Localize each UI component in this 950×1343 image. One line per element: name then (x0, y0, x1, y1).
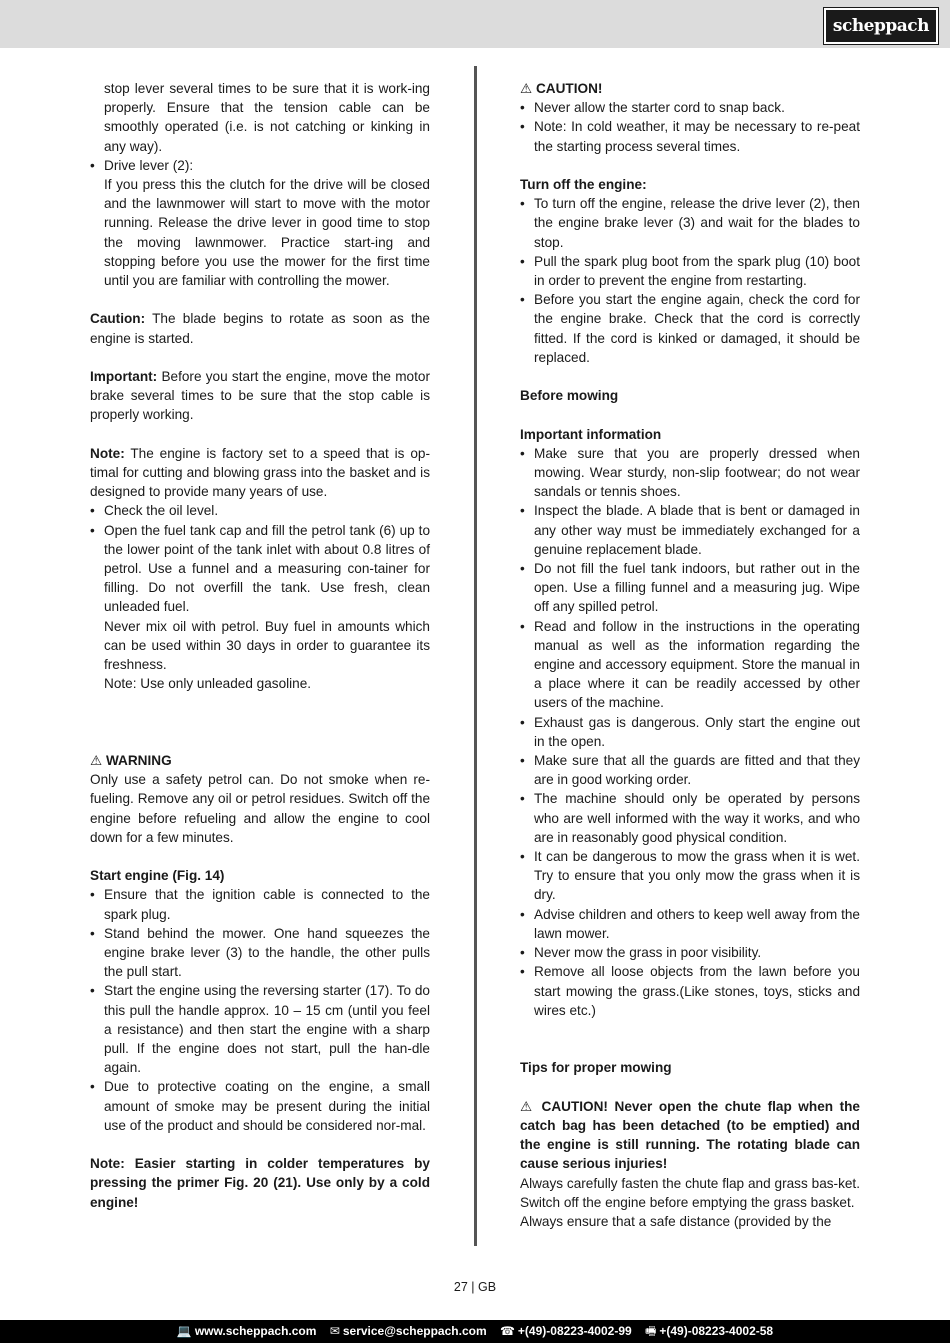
paragraph-stop-lever: stop lever several times to be sure that it is work-ing properly. Ensure that the tension cable can be smoothly operated (i.e. is not catching or kinking in any way). (104, 81, 430, 154)
footer-fax (645, 1320, 773, 1343)
brand-logo: scheppach (824, 8, 938, 44)
list-item: • Exhaust gas is dangerous. Only start the engine out in the open. (520, 713, 860, 751)
footer-web[interactable] (177, 1320, 317, 1343)
list-item: • Ensure that the ignition cable is connected to the spark plug. (90, 885, 430, 923)
list-item: • Make sure that you are properly dressed when mowing. Wear sturdy, non-slip footwear; do not wear sandals or tennis shoes. (520, 444, 860, 502)
list-item: • To turn off the engine, release the drive lever (2), then the engine brake lever (3) and wait for the blades to stop. (520, 194, 860, 252)
email-link[interactable]: service@scheppach.com (342, 1324, 487, 1338)
caution-label: Caution: (90, 311, 146, 327)
warning-heading: ⚠ WARNING (90, 753, 172, 769)
turn-off-heading: Turn off the engine: (520, 177, 647, 192)
paragraph-fuel-note: Note: Use only unleaded gasoline. (104, 676, 312, 692)
footer-phone (500, 1320, 632, 1343)
website-link[interactable]: www.scheppach.com (194, 1324, 317, 1338)
important-label: Important: (90, 369, 158, 385)
phone-icon: ☎ (499, 1324, 515, 1338)
caution-heading: ⚠ CAUTION! (520, 81, 603, 96)
paragraph-fuel-mix: Never mix oil with petrol. Buy fuel in amounts which can be used within 30 days in order to guarantee its freshness. (104, 618, 430, 673)
tips-paragraph-continued: Always ensure that a safe distance (provided by the (520, 1213, 832, 1229)
list-item: • It can be dangerous to mow the grass when it is wet. Try to ensure that you only mow the grass when it is dry. (520, 847, 860, 905)
paragraph-drive-lever: If you press this the clutch for the drive will be closed and the lawnmower will start to move with the motor running. Release the drive lever in good time to stop the moving lawnmower. Practice start-ing and stopping before you use the mower for the first time until you are familiar with controlling the mower. (104, 177, 430, 289)
footer-bar (0, 1320, 950, 1343)
tips-heading: Tips for proper mowing (520, 1060, 672, 1076)
footer-email[interactable] (330, 1320, 487, 1343)
list-item: • Advise children and others to keep well away from the lawn mower. (520, 905, 860, 943)
bullet-oil: • Check the oil level. (90, 501, 430, 520)
computer-icon: 💻 (176, 1324, 192, 1338)
tips-caution: ⚠ CAUTION! Never open the chute flap when the catch bag has been detached (to be emptied) and the engine is still running. The rotating blade can cause serious injuries! (520, 1098, 860, 1172)
header-bar (0, 0, 950, 48)
list-item: • Read and follow in the instructions in the operating manual as well as the information regarding the engine and accessory equipment. Store the manual in a place where it can be readily accessed by other users of the machine. (520, 617, 860, 713)
column-divider (474, 66, 477, 1246)
mail-icon: ✉ (329, 1324, 340, 1338)
primer-note: Note: Easier starting in colder temperatures by pressing the primer Fig. 20 (21). Use only by a cold engine! (90, 1156, 430, 1210)
paragraph-caution (90, 309, 430, 347)
bullet-fuel: • Open the fuel tank cap and fill the petrol tank (6) up to the lower point of the tank inlet with about 0.8 litres of petrol. Use a funnel and a measuring con-tainer for filling. Do not overfill the tank. Use fresh, clean unleaded fuel. (90, 521, 430, 617)
paragraph-note (90, 444, 430, 502)
paragraph-important (90, 367, 430, 425)
bullet-drive-lever: • Drive lever (2): (90, 156, 430, 175)
list-item: • Never mow the grass in poor visibility. (520, 943, 860, 962)
fax-number: +(49)-08223-4002-58 (659, 1324, 774, 1338)
start-engine-heading: Start engine (Fig. 14) (90, 868, 225, 884)
page-number: 27 | GB (453, 1280, 497, 1294)
left-column (90, 79, 430, 1212)
list-item: • Do not fill the fuel tank indoors, but rather out in the open. Use a filling funnel and a measuring jug. Wipe off any spilled petrol. (520, 559, 860, 617)
note-text: The engine is factory set to a speed that is op-timal for cutting and blowing grass into the basket and is designed to provide many years of use. (90, 445, 430, 500)
fax-icon: 🖷 (645, 1324, 657, 1338)
list-item: • Pull the spark plug boot from the spark plug (10) boot in order to prevent the engine from restarting. (520, 252, 860, 290)
list-item: • Start the engine using the reversing starter (17). To do this pull the handle approx. 10 – 15 cm (until you feel a resistance) and then start the engine with a sharp pull. If the engine does not start, pull the han-dle again. (90, 981, 430, 1077)
list-item: • Inspect the blade. A blade that is bent or damaged in any other way must be immediately exchanged for a genuine replacement blade. (520, 501, 860, 559)
warning-text: Only use a safety petrol can. Do not smoke when re-fueling. Remove any oil or petrol residues. Switch off the engine before refueling and allow the engine to cool down for a few minutes. (90, 772, 430, 845)
list-item: • Due to protective coating on the engine, a small amount of smoke may be present during the initial use of the product and should be considered nor-mal. (90, 1077, 430, 1135)
phone-number: +(49)-08223-4002-99 (517, 1324, 632, 1338)
caution-text: The blade begins to rotate as soon as the engine is started. (90, 311, 430, 346)
list-item: • Never allow the starter cord to snap back. (520, 98, 860, 117)
list-item: • The machine should only be operated by persons who are well informed with the way it works, and who are in reasonably good physical condition. (520, 789, 860, 847)
important-text: Before you start the engine, move the motor brake several times to be sure that the stop cable is properly working. (90, 369, 430, 423)
tips-paragraph: Always carefully fasten the chute flap and grass bas-ket. Switch off the engine before emptying the grass basket. (520, 1175, 860, 1210)
before-mowing-heading: Before mowing (520, 388, 619, 404)
right-column (520, 79, 860, 1231)
list-item: • Make sure that all the guards are fitted and that they are in good working order. (520, 751, 860, 789)
list-item: • Remove all loose objects from the lawn before you start mowing the grass.(Like stones, toys, sticks and wires etc.) (520, 962, 860, 1020)
list-item: • Stand behind the mower. One hand squeezes the engine brake lever (3) to the handle, the other pulls the pull start. (90, 924, 430, 982)
list-item: • Before you start the engine again, check the cord for the engine brake. Check that the cord is correctly fitted. If the cord is kinked or damaged, it should be replaced. (520, 290, 860, 367)
note-label: Note: (90, 445, 125, 461)
important-info-heading: Important information (520, 426, 662, 442)
list-item: • Note: In cold weather, it may be necessary to re-peat the starting process several times. (520, 117, 860, 155)
